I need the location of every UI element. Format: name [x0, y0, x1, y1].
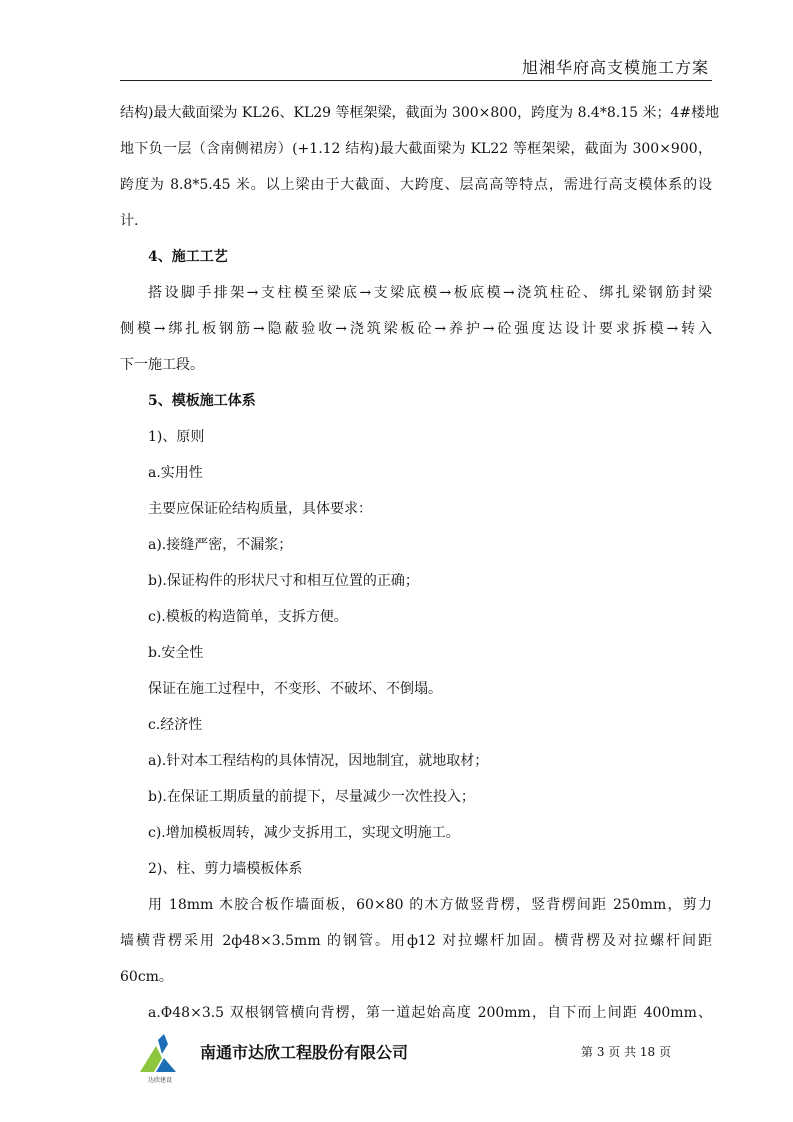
paragraph-line: 墙横背楞采用 2ф48×3.5mm 的钢管。用ф12 对拉螺杆加固。横背楞及对拉螺杆间距	[120, 933, 712, 949]
paragraph-line: 结构)最大截面梁为 KL26、KL29 等框架梁，截面为 300×800，跨度为 8.4*8.15 米；4#楼地	[120, 105, 720, 121]
paragraph-line: a.Φ48×3.5 双根钢管横向背楞，第一道起始高度 200mm，自下而上间距 400mm、	[148, 1005, 712, 1021]
paragraph-line: 跨度为 8.8*5.45 米。以上梁由于大截面、大跨度、层高高等特点，需进行高支模体系的设	[120, 177, 712, 193]
paragraph-line: b).保证构件的形状尺寸和相互位置的正确；	[148, 573, 419, 589]
paragraph-line: c).模板的构造简单，支拆方便。	[148, 609, 348, 625]
paragraph-line: 60cm。	[120, 969, 173, 985]
header-divider	[120, 80, 712, 81]
paragraph-line: c.经济性	[148, 717, 203, 733]
header-title: 旭湘华府高支模施工方案	[521, 58, 709, 77]
paragraph-line: 搭设脚手排架→支柱模至梁底→支梁底模→板底模→浇筑柱砼、绑扎梁钢筋封梁	[148, 285, 712, 301]
paragraph-line: c).增加模板周转，减少支拆用工，实现文明施工。	[148, 825, 460, 841]
section-heading: 4、施工工艺	[148, 249, 228, 265]
page-number: 第 3 页 共 18 页	[581, 1045, 671, 1059]
paragraph-line: a.实用性	[148, 465, 203, 481]
logo-text: 达欣建设	[147, 1077, 172, 1084]
paragraph-line: b).在保证工期质量的前提下，尽量减少一次性投入；	[148, 789, 475, 805]
paragraph-line: 用 18mm 木胶合板作墙面板，60×80 的木方做竖背楞，竖背楞间距 250mm，剪力	[148, 897, 712, 913]
paragraph-line: a).针对本工程结构的具体情况，因地制宜，就地取材；	[148, 753, 489, 769]
paragraph-line: 下一施工段。	[120, 357, 204, 373]
paragraph-line: b.安全性	[148, 645, 204, 661]
paragraph-line: 1)、原则	[148, 429, 205, 445]
company-name: 南通市达欣工程股份有限公司	[200, 1043, 409, 1062]
paragraph-line: 侧模→绑扎板钢筋→隐蔽验收→浇筑梁板砼→养护→砼强度达设计要求拆模→转入	[120, 321, 712, 337]
paragraph-line: 地下负一层（含南侧裙房）(+1.12 结构)最大截面梁为 KL22 等框架梁，截面为 300×900，	[120, 141, 712, 157]
section-heading: 5、模板施工体系	[148, 393, 256, 409]
paragraph-line: 保证在施工过程中，不变形、不破坏、不倒塌。	[148, 681, 442, 697]
page-footer	[138, 1034, 698, 1094]
paragraph-line: a).接缝严密，不漏浆；	[148, 537, 293, 553]
paragraph-line: 2)、柱、剪力墙模板体系	[148, 861, 303, 877]
document-body	[120, 95, 720, 1031]
paragraph-line: 主要应保证砼结构质量，具体要求：	[148, 501, 372, 517]
paragraph-line: 计.	[120, 213, 139, 229]
company-logo-icon	[138, 1034, 178, 1074]
